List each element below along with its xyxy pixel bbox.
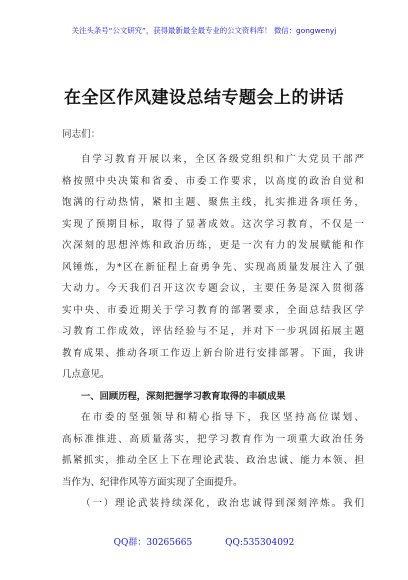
body-line: 教育成果、推动各项工作迈上新台阶进行安排部署。下面，我讲 [62, 347, 364, 359]
body-line: 自学习教育开展以来，全区各级党组织和广大党员干部严 [81, 154, 364, 165]
document-title: 在全区作风建设总结专题会上的讲话 [64, 88, 344, 108]
section-heading: 一、回顾历程，深刻把握学习教育取得的丰硕成果 [81, 390, 286, 402]
salutation: 同志们： [62, 129, 101, 140]
document-body [62, 149, 364, 515]
body-line: 实现了预期目标，取得了显著成效。这次学习教育，不仅是一 [62, 218, 364, 230]
body-line: 风锤炼，为*区在新征程上奋勇争先、实现高质量发展注入了强 [62, 261, 364, 273]
footer-contact [0, 535, 408, 548]
body-line: 饱满的行动热情，紧扣主题、聚焦主线，扎实推进各项任务， [62, 197, 364, 208]
body-line: 抓紧抓实，推动全区上下在理论武装、政治忠诚、能力本领、担 [62, 455, 364, 466]
subsection-heading: （一）理论武装持续深化，政治忠诚得到深刻淬炼。我们 [81, 498, 364, 509]
body-line: 当作为、纪律作风等方面实现了全面提升。 [62, 476, 243, 488]
header-banner: 关注头条号“公文研究”，获得最新最全最专业的公文资料库！ 微信：gongwenyj [71, 26, 337, 35]
body-line: 次深刻的思想淬炼和政治历练，更是一次有力的发展赋能和作 [62, 240, 364, 251]
body-line: 习教育工作成效，评估经验与不足，并对下一步巩固拓展主题 [62, 326, 364, 337]
body-line: 格按照中央决策和省委、市委工作要求，以高度的政治自觉和 [62, 175, 364, 187]
body-line: 几点意见。 [62, 369, 110, 380]
footer-qq-number: QQ:535304092 [225, 538, 295, 548]
body-line: 在市委的坚强领导和精心指导下，我区坚持高位谋划、 [81, 412, 364, 423]
body-line: 实中央、市委近期关于学习教育的部署要求，全面总结我区学 [62, 304, 364, 316]
body-line: 大动力。今天我们召开这次专题会议，主要任务是深入贯彻落 [62, 283, 364, 294]
footer-qq-group: QQ群：30265665 [113, 538, 193, 548]
body-line: 高标准推进、高质量落实，把学习教育作为一项重大政治任务 [62, 433, 364, 445]
